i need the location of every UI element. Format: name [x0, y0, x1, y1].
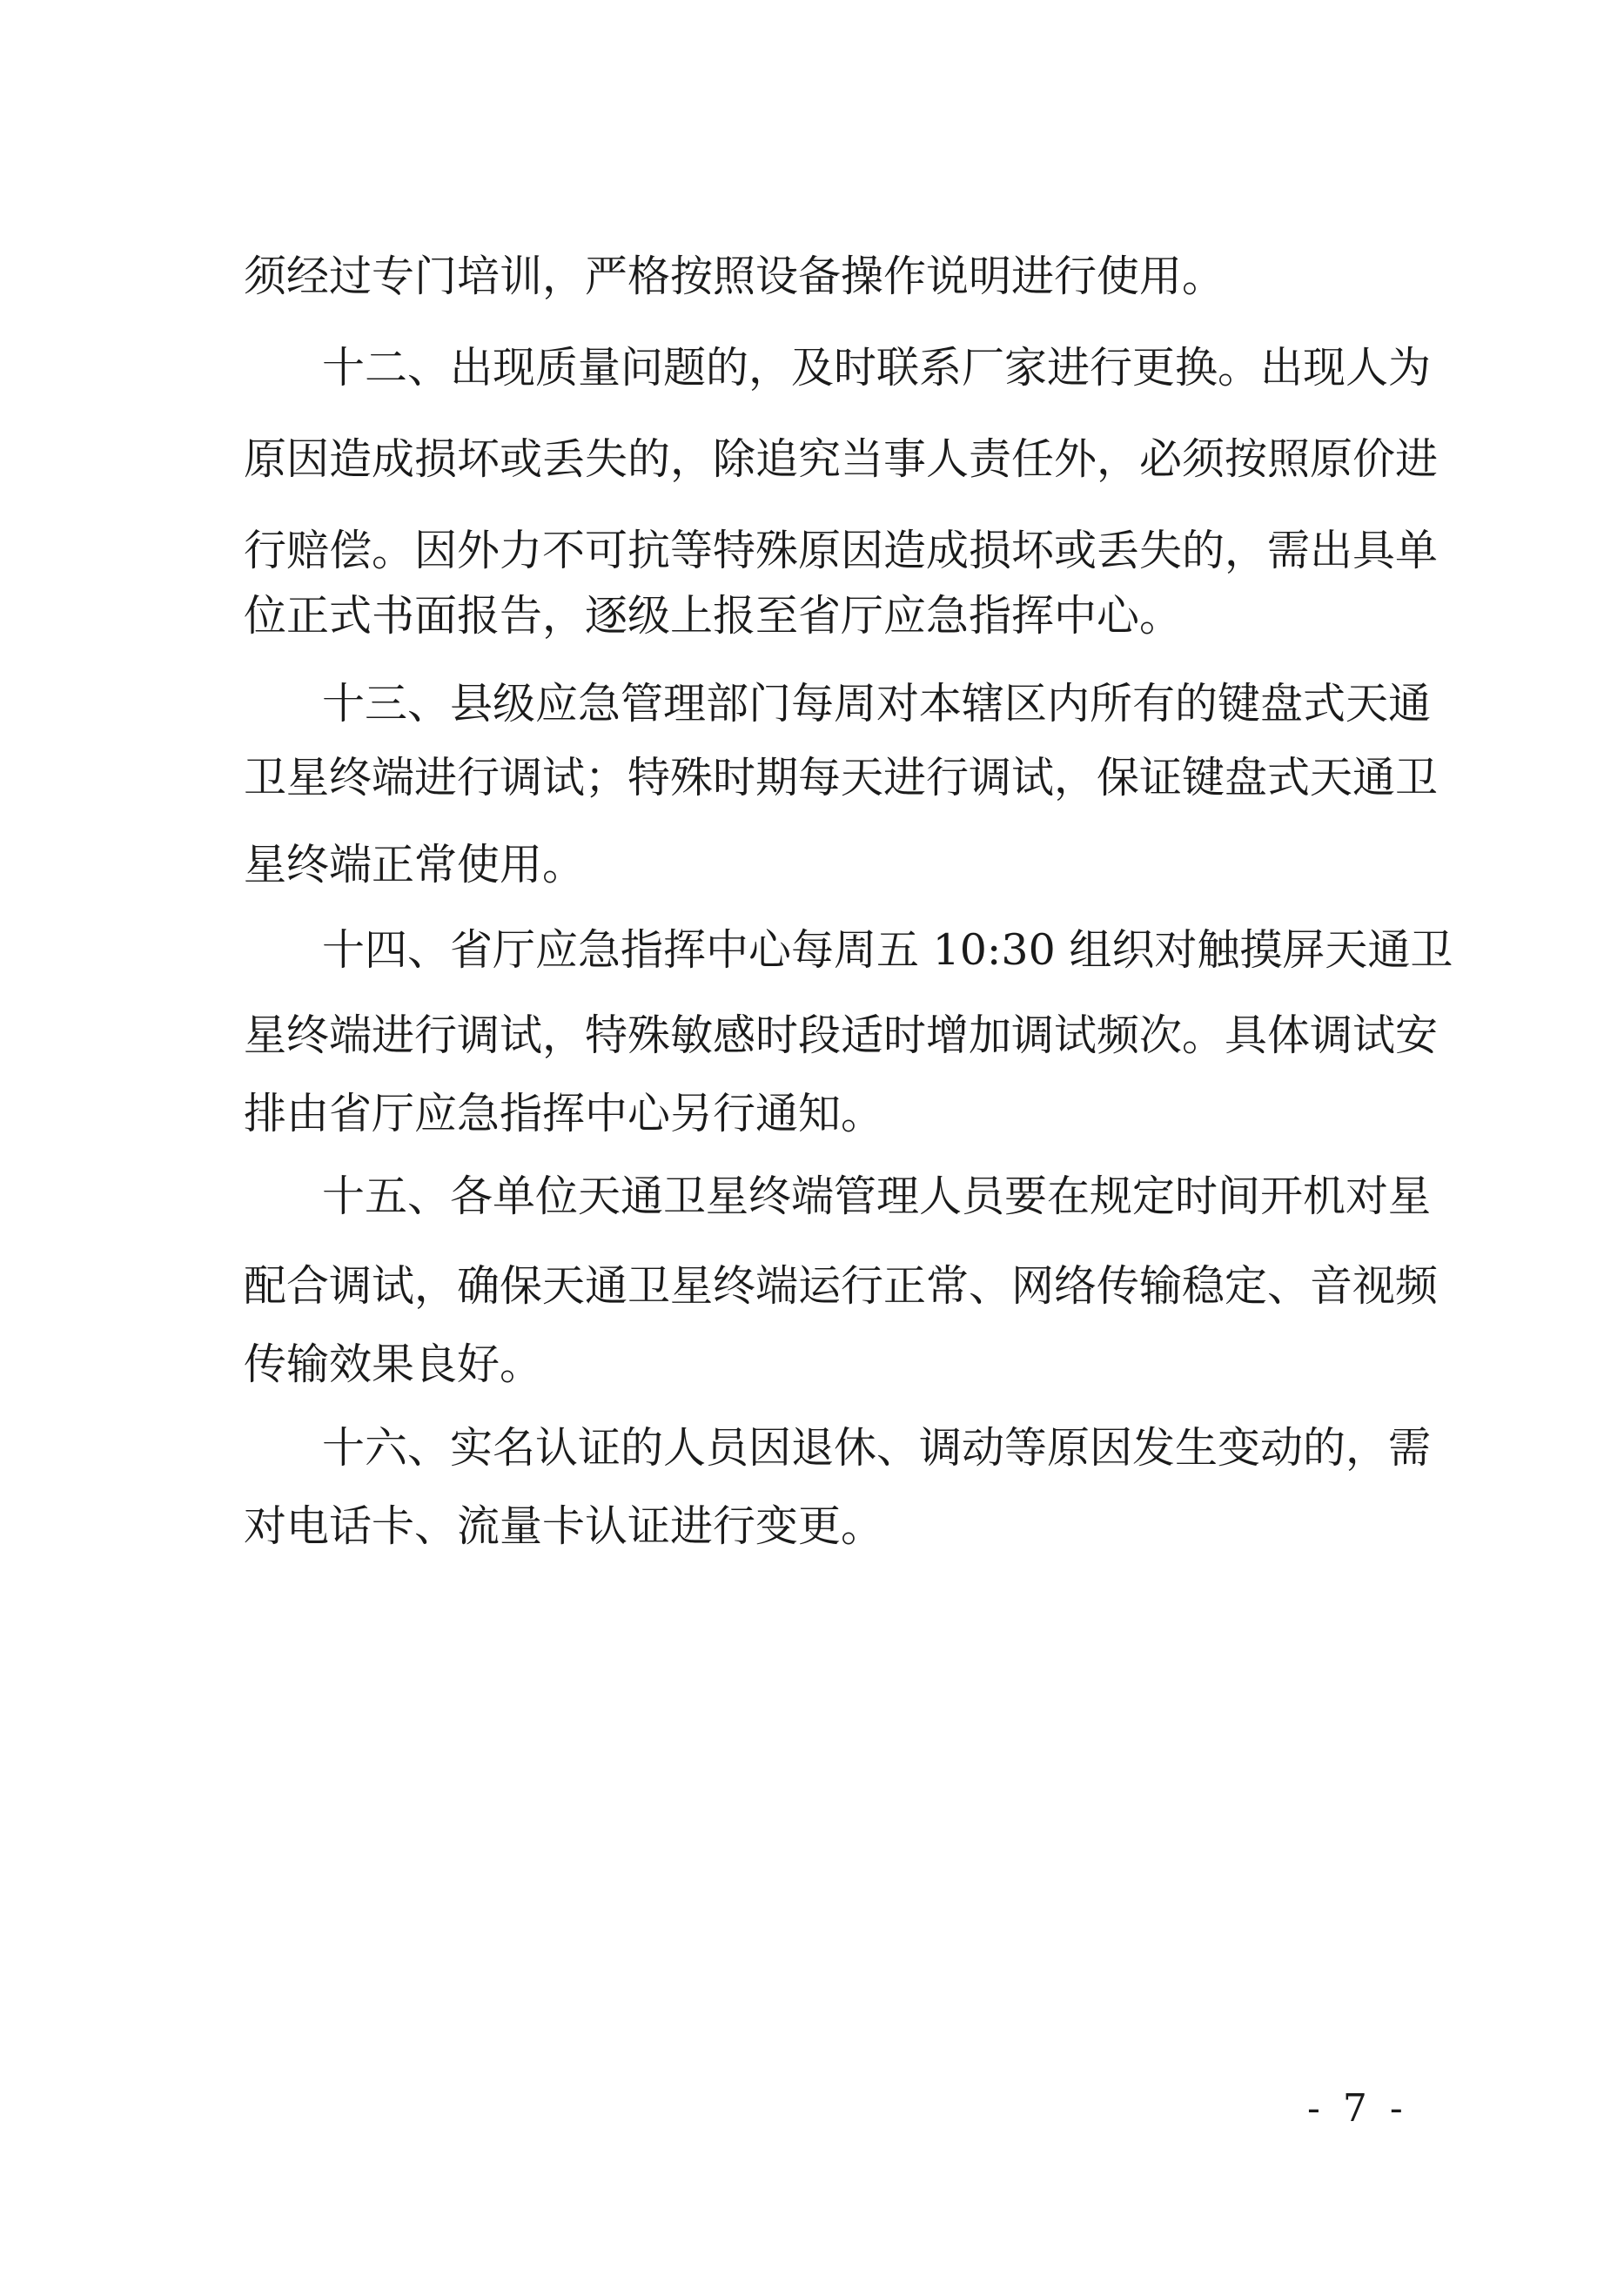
text-line-5: 位正式书面报告，逐级上报至省厅应急指挥中心。 [244, 591, 1183, 641]
text-line-15: 十六、实名认证的人员因退休、调动等原因发生变动的，需 [322, 1423, 1432, 1473]
text-line-11: 排由省厅应急指挥中心另行通知。 [244, 1089, 884, 1138]
text-line-10: 星终端进行调试，特殊敏感时段适时增加调试频次。具体调试安 [244, 1010, 1439, 1060]
text-line-4: 行赔偿。因外力不可抗等特殊原因造成损坏或丢失的，需出具单 [244, 526, 1439, 575]
text-line-9: 十四、省厅应急指挥中心每周五 10:30 组织对触摸屏天通卫 [322, 925, 1453, 975]
text-line-3: 原因造成损坏或丢失的，除追究当事人责任外，必须按照原价进 [244, 434, 1439, 484]
text-line-7: 卫星终端进行调试；特殊时期每天进行调试，保证键盘式天通卫 [244, 753, 1439, 802]
page-number: - 7 - [1307, 2086, 1408, 2131]
text-line-12: 十五、各单位天通卫星终端管理人员要在规定时间开机对星 [322, 1171, 1432, 1221]
text-line-14: 传输效果良好。 [244, 1339, 543, 1389]
text-line-2: 十二、出现质量问题的，及时联系厂家进行更换。出现人为 [322, 343, 1432, 393]
text-line-8: 星终端正常使用。 [244, 840, 586, 890]
text-line-1: 须经过专门培训，严格按照设备操作说明进行使用。 [244, 252, 1225, 301]
text-line-6: 十三、县级应急管理部门每周对本辖区内所有的键盘式天通 [322, 679, 1432, 728]
text-line-16: 对电话卡、流量卡认证进行变更。 [244, 1501, 884, 1551]
text-line-13: 配合调试，确保天通卫星终端运行正常、网络传输稳定、音视频 [244, 1261, 1439, 1311]
